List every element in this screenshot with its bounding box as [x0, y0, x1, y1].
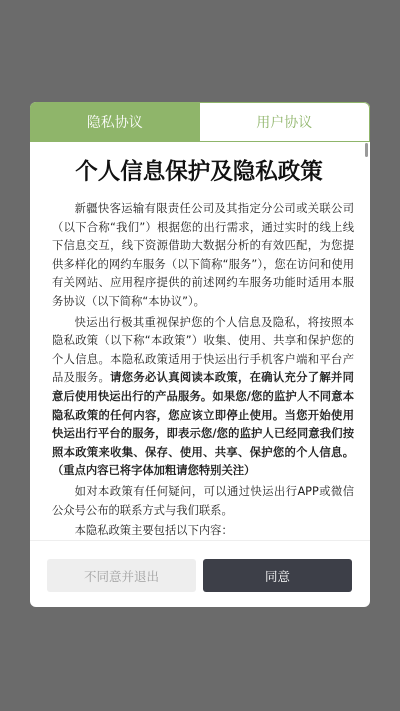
policy-paragraph-2 [52, 314, 354, 481]
policy-paragraph-4: 本隐私政策主要包括以下内容： [74, 524, 233, 538]
decline-exit-button[interactable]: 不同意并退出 [47, 559, 196, 592]
privacy-dialog [30, 102, 370, 607]
policy-title: 个人信息保护及隐私政策 [75, 159, 323, 185]
policy-paragraph-2-normal: 快运出行极其重视保护您的个人信息及隐私，将按照本隐私政策（以下称“本政策”）收集、使用、共享和保护您的个人信息。本隐私政策适用于快运出行手机客户端和平台产品及服务。 [52, 315, 354, 385]
policy-paragraph-1: 新疆快客运输有限责任公司及其指定分公司或关联公司（以下合称“我们”）根据您的出行需求，通过实时的线上线下信息交互，线下资源借助大数据分析的有效匹配，为您提供多样化的网约车服务（以下简称“服务”），您在访问和使用有关网站、应用程序提供的前述网约车服务功能时适用本服务协议（以下简称“本协议”）。 [52, 202, 354, 308]
tab-user-agreement[interactable]: 用户协议 [200, 102, 371, 142]
tab-bar [30, 102, 370, 142]
agree-button[interactable]: 同意 [203, 559, 352, 592]
tab-privacy-policy[interactable]: 隐私协议 [30, 102, 200, 142]
policy-paragraph-2-bold: 请您务必认真阅读本政策，在确认充分了解并同意后使用快运出行的产品服务。如果您/您的监护人不同意本隐私政策的任何内容，您应该立即停止使用。当您开始使用快运出行平台的服务，即表示您/您的监护人已经同意我们按照本政策来收集、保存、使用、共享、保护您的个人信息。（重点内容已将字体加粗请您特别关注） [52, 371, 354, 478]
scrollbar-thumb[interactable] [365, 143, 368, 157]
policy-content-scroll[interactable] [30, 142, 370, 540]
policy-paragraph-3: 如对本政策有任何疑问，可以通过快运出行APP或微信公众号公布的联系方式与我们联系。 [52, 484, 354, 517]
footer-divider [30, 540, 370, 541]
